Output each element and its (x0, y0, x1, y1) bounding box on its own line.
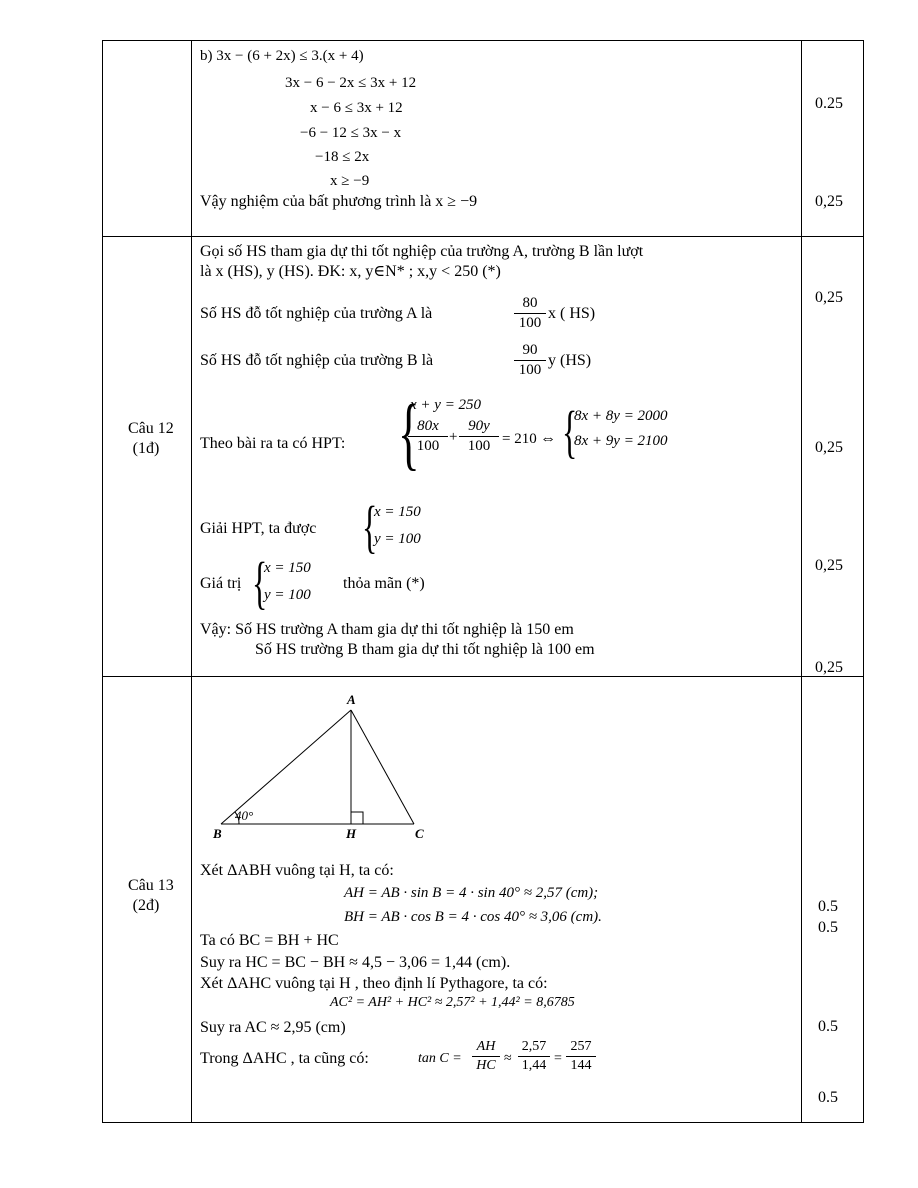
r2-eq3: 8x + 8y = 2000 (574, 408, 668, 424)
r2-score-2: 0,25 (815, 439, 843, 456)
triangle-figure (205, 690, 445, 850)
r2-eq2-frac1 (408, 419, 448, 454)
r2-para-1: Gọi số HS tham gia dự thi tốt nghiệp của trường A, trường B lần lượt (200, 243, 644, 260)
row-divider-2 (103, 676, 863, 677)
r3-frac-ah-hc (472, 1040, 500, 1073)
column-divider-left (191, 41, 192, 1122)
r2-score-3: 0,25 (815, 557, 843, 574)
r3-line-4: Ta có BC = BH + HC (200, 932, 339, 949)
r2-question-points: (1đ) (132, 440, 160, 457)
r1-score-1: 0.25 (815, 95, 843, 112)
r3-score-2: 0.5 (818, 919, 838, 936)
r2-conclusion-2: Số HS trường B tham gia dự thi tốt nghiệp là 100 em (255, 641, 595, 658)
numerator: 257 (570, 1039, 592, 1054)
r2-para-3a: Số HS đỗ tốt nghiệp của trường A là (200, 305, 433, 322)
r3-approx: ≈ (504, 1051, 512, 1066)
numerator: 90y (468, 418, 490, 434)
r2-para-4a: Số HS đỗ tốt nghiệp của trường B là (200, 352, 434, 369)
r1-line-2: 3x − 6 − 2x ≤ 3x + 12 (285, 75, 417, 91)
r2-check-x: x = 150 (264, 560, 311, 576)
r3-line-9b: tan C = (418, 1051, 462, 1066)
label-h: H (346, 826, 357, 841)
r1-conclusion: Vậy nghiệm của bất phương trình là x ≥ −9 (200, 193, 478, 210)
r3-frac-257-144-dec (518, 1040, 550, 1073)
label-angle: 40° (235, 808, 254, 823)
r2-para-2: là x (HS), y (HS). ĐK: x, y∈N* ; x,y < 250 (*) (200, 263, 501, 280)
r2-frac-90-100 (514, 343, 546, 378)
r3-line-5: Suy ra HC = BC − BH ≈ 4,5 − 3,06 = 1,44 (cm). (200, 954, 511, 971)
numerator: AH (476, 1039, 496, 1054)
r3-line-9a: Trong ΔAHC , ta cũng có: (200, 1050, 369, 1067)
r2-eq2-rest: = 210 (502, 431, 537, 447)
side-ac (351, 710, 414, 824)
r3-line-8: Suy ra AC ≈ 2,95 (cm) (200, 1019, 346, 1036)
r1-score-2: 0,25 (815, 193, 843, 210)
r3-equals: = (554, 1051, 562, 1066)
r2-check-y: y = 100 (264, 587, 311, 603)
r2-sol1: x = 150 (374, 504, 421, 520)
right-angle-mark (351, 812, 363, 824)
r3-line-7: AC² = AH² + HC² ≈ 2,57² + 1,44² = 8,6785 (330, 995, 575, 1010)
r1-line-3: x − 6 ≤ 3x + 12 (310, 100, 403, 116)
r2-check-label: Giá trị (200, 575, 242, 592)
label-b: B (213, 826, 222, 841)
r2-para-4b: y (HS) (548, 352, 592, 369)
r2-brace-system: { (398, 387, 420, 478)
numerator: 2,57 (521, 1039, 547, 1054)
r2-brace-system-2: { (562, 399, 578, 464)
numerator: 80 (522, 295, 538, 311)
r2-frac-80-100 (514, 296, 546, 331)
r2-brace-solution: { (362, 494, 378, 559)
r3-frac-257-144 (566, 1040, 596, 1073)
label-a: A (347, 692, 356, 707)
r3-score-3: 0.5 (818, 1018, 838, 1035)
r2-plus: + (449, 429, 458, 445)
r1-line-1: b) 3x − (6 + 2x) ≤ 3.(x + 4) (200, 48, 364, 64)
side-ab (221, 710, 351, 824)
r3-score-4: 0.5 (818, 1089, 838, 1106)
denominator: 100 (518, 362, 542, 378)
r2-equiv: ⇔ (540, 430, 556, 447)
r2-hpt-label: Theo bài ra ta có HPT: (200, 435, 346, 452)
column-divider-right (801, 41, 802, 1122)
r3-line-3: BH = AB · cos B = 4 · cos 40° ≈ 3,06 (cm). (344, 909, 602, 925)
r3-question-points: (2đ) (132, 897, 160, 914)
r2-conclusion-1: Vậy: Số HS trường A tham gia dự thi tốt nghiệp là 150 em (200, 621, 574, 638)
r2-check-tail: thỏa mãn (*) (343, 575, 425, 592)
r2-score-4: 0,25 (815, 659, 843, 676)
r1-line-4: −6 − 12 ≤ 3x − x (300, 125, 402, 141)
r3-line-2: AH = AB · sin B = 4 · sin 40° ≈ 2,57 (cm); (344, 885, 599, 901)
r2-eq1: x + y = 250 (410, 397, 482, 413)
denominator: HC (476, 1058, 496, 1073)
denominator: 100 (518, 315, 542, 331)
denominator: 100 (467, 438, 491, 454)
r2-solve-label: Giải HPT, ta được (200, 520, 317, 537)
r2-score-1: 0,25 (815, 289, 843, 306)
r2-sol2: y = 100 (374, 531, 421, 547)
numerator: 80x (417, 418, 439, 434)
r3-score-1: 0.5 (818, 898, 838, 915)
r3-line-1: Xét ΔABH vuông tại H, ta có: (200, 862, 394, 879)
label-c: C (415, 826, 424, 841)
denominator: 1,44 (521, 1058, 547, 1073)
r2-brace-check: { (252, 550, 268, 615)
r2-eq2-frac2 (459, 419, 499, 454)
denominator: 144 (570, 1058, 592, 1073)
denominator: 100 (416, 438, 440, 454)
row-divider-1 (103, 236, 863, 237)
r3-question-label: Câu 13 (128, 877, 174, 894)
r2-question-label: Câu 12 (128, 420, 174, 437)
r2-eq4: 8x + 9y = 2100 (574, 433, 668, 449)
r2-para-3b: x ( HS) (548, 305, 596, 322)
r3-line-6: Xét ΔAHC vuông tại H , theo định lí Pythagore, ta có: (200, 975, 548, 992)
numerator: 90 (522, 342, 538, 358)
r1-line-6: x ≥ −9 (330, 173, 370, 189)
r1-line-5: −18 ≤ 2x (315, 149, 370, 165)
